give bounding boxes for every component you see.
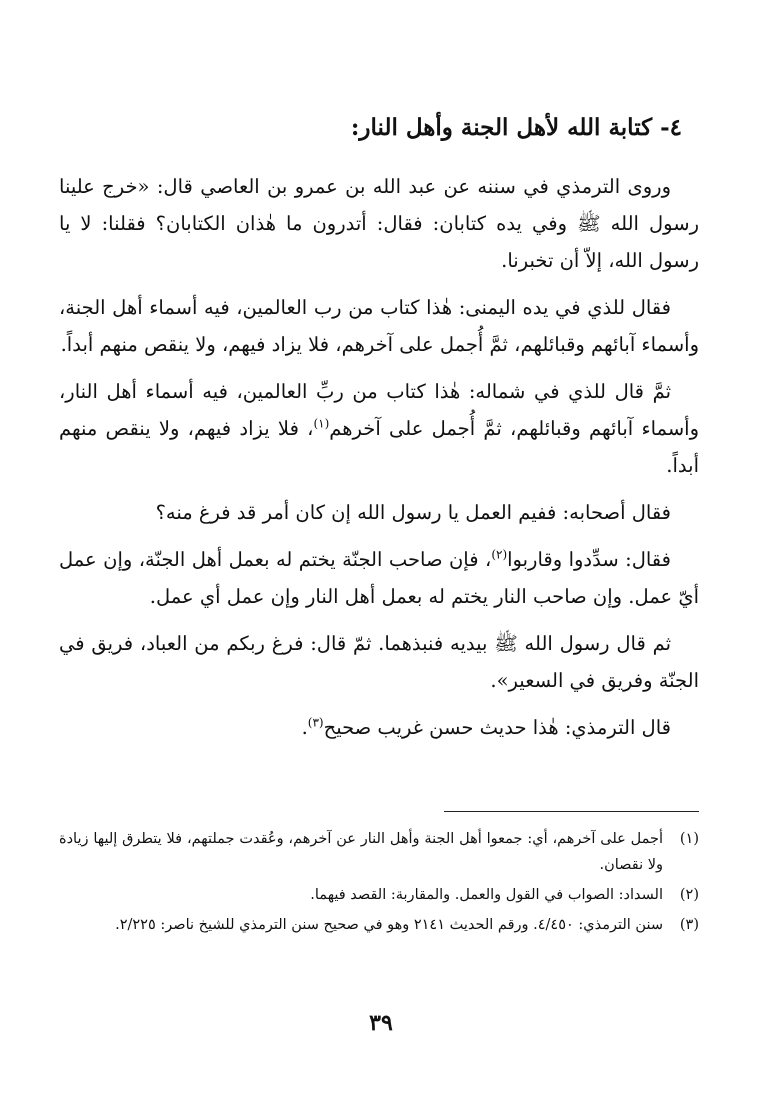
footnote-ref: (٢) xyxy=(491,547,508,562)
footnote xyxy=(59,912,699,938)
footnote-number: (٢) xyxy=(679,887,699,903)
footnote xyxy=(59,882,699,908)
paragraph xyxy=(59,373,699,484)
paragraph-text: . xyxy=(301,716,308,739)
paragraph xyxy=(59,168,699,279)
main-text xyxy=(59,168,699,756)
paragraph-text: ثمَّ قال للذي في شماله: هٰذا كتاب من ربِّ العالمين، فيه أسماء أهل النار، وأسماء آبائهم وقبائلهم، ثمَّ أُجمل على آخرهم xyxy=(59,380,699,440)
paragraph-text: فقال: سدِّدوا وقاربوا xyxy=(507,548,671,571)
footnote-number: (١) xyxy=(679,831,699,847)
paragraph xyxy=(59,494,699,531)
footnote-text: السداد: الصواب في القول والعمل. والمقاربة: القصد فيهما. xyxy=(310,887,663,903)
paragraph-text: ، فلا يزاد فيهم، ولا ينقص منهم أبداً. xyxy=(59,417,699,477)
page-number: ٣٩ xyxy=(369,1010,393,1036)
paragraph xyxy=(59,289,699,363)
footnotes xyxy=(59,826,699,942)
footnote-number: (٣) xyxy=(679,917,699,933)
paragraph-text: فقال للذي في يده اليمنى: هٰذا كتاب من رب العالمين، فيه أسماء أهل الجنة، وأسماء آبائهم وقبائلهم، ثمَّ أُجمل على آخرهم، فلا يزاد فيهم، ولا ينقص منهم أبداً. xyxy=(59,296,699,356)
paragraph xyxy=(59,709,699,746)
footnote xyxy=(59,826,699,878)
paragraph xyxy=(59,625,699,699)
paragraph-text: ثم قال رسول الله ﷺ بيديه فنبذهما. ثمّ قال: فرغ ربكم من العباد، فريق في الجنّة وفريق في السعير». xyxy=(59,632,699,692)
footnote-text: أجمل على آخرهم، أي: جمعوا أهل الجنة وأهل النار عن آخرهم، وعُقدت جملتهم، فلا يتطرق إليها زيادة ولا نقصان. xyxy=(59,831,663,873)
paragraph-text: وروى الترمذي في سننه عن عبد الله بن عمرو بن العاصي قال: «خرج علينا رسول الله ﷺ وفي يده كتابان: فقال: أتدرون ما هٰذان الكتابان؟ فقلنا: لا يا رسول الله، إلاّ أن تخبرنا. xyxy=(59,175,699,272)
paragraph-text: فقال أصحابه: ففيم العمل يا رسول الله إن كان أمر قد فرغ منه؟ xyxy=(155,501,671,524)
paragraph-text: ، فإن صاحب الجنّة يختم له بعمل أهل الجنّة، وإن عمل أيّ عمل. وإن صاحب النار يختم له بعمل أهل النار وإن عمل أي عمل. xyxy=(59,548,699,608)
footnote-text: سنن الترمذي: ٤/٤٥٠. ورقم الحديث ٢١٤١ وهو في صحيح سنن الترمذي للشيخ ناصر: ٢/٢٢٥. xyxy=(115,917,663,933)
paragraph xyxy=(59,541,699,615)
footnote-ref: (٣) xyxy=(307,715,324,730)
section-heading: ٤- كتابة الله لأهل الجنة وأهل النار: xyxy=(350,114,682,141)
paragraph-text: قال الترمذي: هٰذا حديث حسن غريب صحيح xyxy=(323,716,671,739)
footnote-separator xyxy=(444,811,699,812)
footnote-ref: (١) xyxy=(313,416,330,431)
